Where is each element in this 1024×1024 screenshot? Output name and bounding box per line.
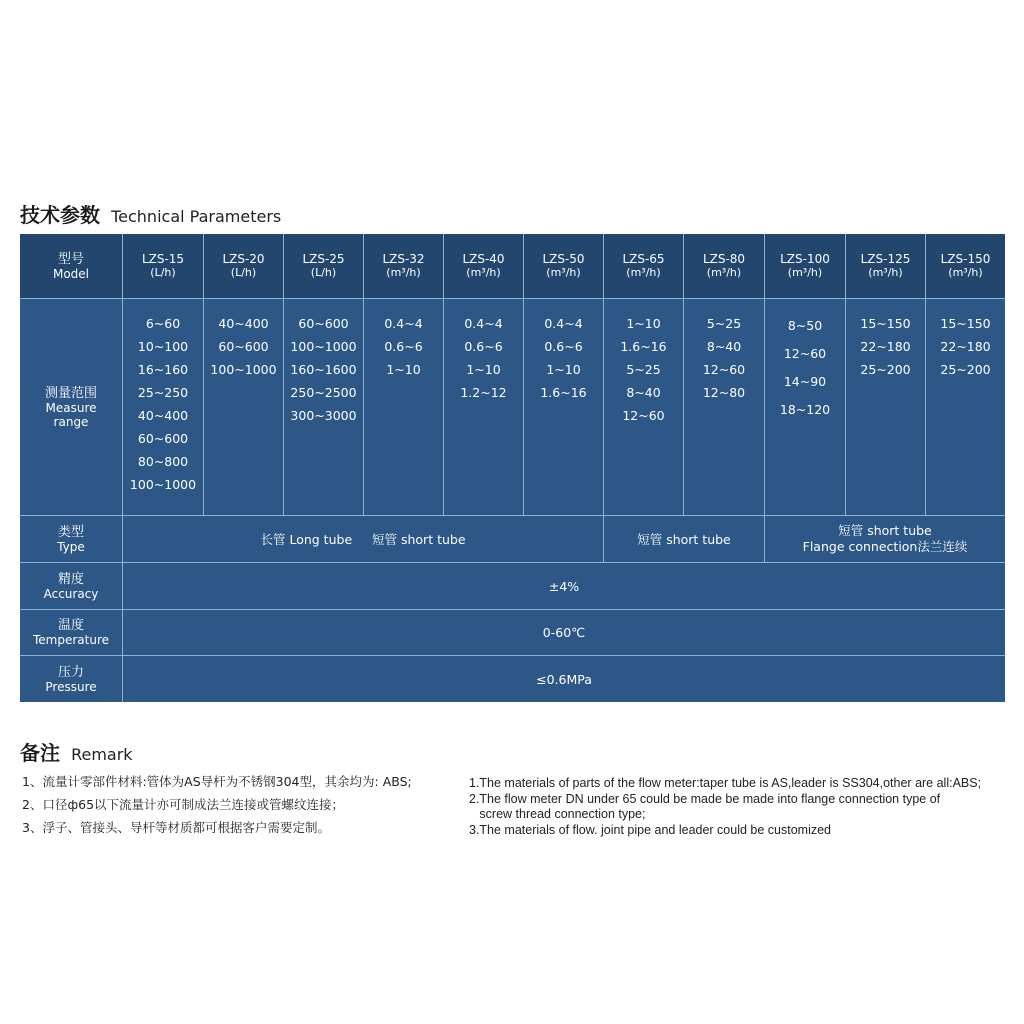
range-value: 25~200	[940, 362, 991, 377]
column-name: LZS-150	[940, 252, 991, 266]
accuracy-value: ±4%	[548, 578, 580, 594]
measure-range-cell	[444, 299, 523, 515]
column-unit: (m³/h)	[787, 266, 823, 279]
range-value: 60~600	[298, 316, 349, 331]
model-header	[20, 234, 122, 298]
range-value: 18~120	[779, 402, 831, 417]
range-value: 60~600	[137, 431, 189, 446]
measure-range-cell	[524, 299, 603, 515]
grid-line	[523, 234, 524, 515]
column-header	[604, 234, 683, 298]
range-value: 1~10	[466, 362, 501, 377]
range-value: 1.6~16	[620, 339, 667, 354]
remark-en-3: 3.The materials of flow. joint pipe and leader could be customized	[469, 823, 832, 837]
type-group-short: 短管 short tube	[637, 532, 731, 547]
column-name: LZS-32	[382, 252, 425, 266]
range-value: 22~180	[860, 339, 911, 354]
measure-range-label-cn: 测量范围	[44, 385, 97, 401]
column-header	[926, 234, 1005, 298]
range-value: 0.4~4	[544, 316, 583, 331]
column-name: LZS-40	[462, 252, 505, 266]
type-group-flange-line1: 短管 short tube	[838, 523, 932, 538]
remark-cn-1: 1、流量计零部件材料:管体为AS导杆为不锈钢304型，其余均为: ABS;	[22, 774, 412, 789]
section-title-technical-parameters	[20, 199, 281, 228]
temperature-value: 0-60℃	[542, 625, 586, 640]
accuracy-label	[20, 563, 122, 609]
model-label-en: Model	[52, 266, 90, 281]
remark-title-cn: 备注	[20, 741, 60, 765]
measure-range-cell	[926, 299, 1005, 515]
pressure-value: ≤0.6MPa	[536, 671, 592, 687]
grid-line	[764, 234, 765, 562]
range-value: 40~400	[137, 408, 189, 423]
remark-en-2: 2.The flow meter DN under 65 could be made be made into flange connection type of	[469, 792, 941, 806]
range-value: 8~40	[706, 339, 742, 354]
column-unit: (m³/h)	[386, 266, 421, 279]
remark-en-1: 1.The materials of parts of the flow meter:taper tube is AS,leader is SS304,other are all:ABS;	[469, 776, 982, 790]
column-name: LZS-15	[141, 252, 185, 266]
technical-parameters-table	[20, 234, 1005, 702]
grid-line	[845, 234, 846, 515]
column-header	[684, 234, 764, 298]
column-header	[765, 234, 845, 298]
column-header	[284, 234, 363, 298]
range-value: 22~180	[940, 339, 991, 354]
remark-en-2-cont: screw thread connection type;	[469, 807, 646, 821]
range-value: 1.6~16	[540, 385, 587, 400]
column-name: LZS-80	[702, 252, 746, 266]
range-value: 1~10	[386, 362, 421, 377]
measure-range-cell	[364, 299, 443, 515]
temperature-label	[20, 610, 122, 655]
range-value: 1~10	[546, 362, 581, 377]
column-unit: (m³/h)	[466, 266, 501, 279]
grid-line	[20, 515, 1005, 516]
column-unit: (m³/h)	[948, 266, 983, 279]
section-title-en: Technical Parameters	[111, 207, 282, 226]
grid-line	[20, 655, 1005, 656]
grid-line	[20, 298, 1005, 299]
measure-range-cell	[765, 299, 845, 515]
range-value: 250~2500	[290, 385, 357, 400]
range-value: 15~150	[860, 316, 911, 331]
section-title-cn: 技术参数	[20, 203, 100, 227]
column-name: LZS-125	[860, 252, 911, 266]
column-unit: (L/h)	[150, 266, 176, 279]
type-group-flange-line2: Flange connection法兰连续	[802, 539, 968, 554]
range-value: 0.6~6	[544, 339, 583, 354]
column-name: LZS-50	[542, 252, 585, 266]
remark-cn-2: 2、口径ф65以下流量计亦可制成法兰连接或管螺纹连接；	[22, 797, 345, 812]
range-value: 0.4~4	[464, 316, 503, 331]
range-value: 5~25	[626, 362, 661, 377]
range-value: 25~250	[137, 385, 189, 400]
column-header	[846, 234, 925, 298]
range-value: 10~100	[137, 339, 189, 354]
range-value: 5~25	[706, 316, 742, 331]
remark-cn-3: 3、浮子、管接头、导杆等材质都可根据客户需要定制。	[22, 820, 330, 835]
model-label-cn: 型号	[57, 251, 84, 267]
type-group-long-short: 长管 Long tube 短管 short tube	[260, 532, 466, 547]
measure-range-cell	[204, 299, 283, 515]
range-value: 12~60	[783, 346, 827, 361]
column-unit: (m³/h)	[868, 266, 903, 279]
range-value: 12~80	[702, 385, 746, 400]
temperature-label-en: Temperature	[32, 633, 109, 647]
column-header	[444, 234, 523, 298]
grid-line	[443, 234, 444, 515]
column-unit: (L/h)	[310, 266, 337, 279]
measure-range-cell	[846, 299, 925, 515]
range-value: 300~3000	[290, 408, 357, 423]
range-value: 100~1000	[210, 362, 277, 377]
section-title-remark	[20, 737, 133, 766]
range-value: 14~90	[783, 374, 827, 389]
range-value: 8~40	[626, 385, 661, 400]
temperature-label-cn: 温度	[57, 618, 84, 633]
grid-line	[20, 562, 1005, 563]
range-value: 1.2~12	[460, 385, 507, 400]
grid-line	[283, 234, 284, 515]
grid-line	[203, 234, 204, 515]
grid-line	[363, 234, 364, 515]
range-value: 6~60	[145, 316, 181, 331]
column-header	[524, 234, 603, 298]
column-header	[204, 234, 283, 298]
grid-line	[683, 234, 684, 515]
range-value: 60~600	[218, 339, 269, 354]
measure-range-cell	[123, 299, 203, 515]
column-name: LZS-20	[222, 252, 265, 266]
range-value: 80~800	[137, 454, 189, 469]
measure-range-label	[20, 299, 122, 515]
measure-range-label-en-2: range	[53, 414, 89, 429]
accuracy-label-en: Accuracy	[43, 586, 99, 601]
remark-title-en: Remark	[71, 745, 133, 764]
column-header	[123, 234, 203, 298]
column-name: LZS-100	[780, 252, 830, 266]
range-value: 0.6~6	[464, 339, 503, 354]
type-group-flange	[765, 516, 1005, 562]
measure-range-cell	[284, 299, 363, 515]
column-name: LZS-65	[622, 252, 665, 266]
range-value: 16~160	[137, 362, 189, 377]
grid-line	[122, 234, 123, 702]
type-label	[20, 516, 122, 562]
type-label-en: Type	[57, 539, 85, 554]
column-unit: (m³/h)	[706, 266, 742, 279]
range-value: 12~60	[702, 362, 746, 377]
measure-range-label-en-1: Measure	[45, 400, 97, 415]
accuracy-label-cn: 精度	[57, 571, 84, 587]
range-value: 100~1000	[129, 477, 197, 492]
grid-line	[603, 234, 604, 562]
range-value: 100~1000	[290, 339, 357, 354]
column-header	[364, 234, 443, 298]
column-name: LZS-25	[302, 252, 345, 266]
pressure-label-cn: 压力	[57, 664, 84, 680]
pressure-label-en: Pressure	[45, 679, 97, 694]
type-label-cn: 类型	[57, 524, 84, 540]
range-value: 0.4~4	[384, 316, 423, 331]
measure-range-cell	[684, 299, 764, 515]
range-value: 0.6~6	[384, 339, 423, 354]
range-value: 25~200	[860, 362, 911, 377]
column-unit: (m³/h)	[626, 266, 661, 279]
pressure-label	[20, 656, 122, 702]
range-value: 12~60	[622, 408, 665, 423]
range-value: 40~400	[218, 316, 269, 331]
grid-line	[20, 609, 1005, 610]
grid-line	[925, 234, 926, 515]
measure-range-cell	[604, 299, 683, 515]
range-value: 1~10	[626, 316, 661, 331]
range-value: 8~50	[787, 318, 823, 333]
range-value: 15~150	[940, 316, 991, 331]
range-value: 160~1600	[290, 362, 357, 377]
column-unit: (m³/h)	[546, 266, 581, 279]
column-unit: (L/h)	[230, 266, 257, 279]
